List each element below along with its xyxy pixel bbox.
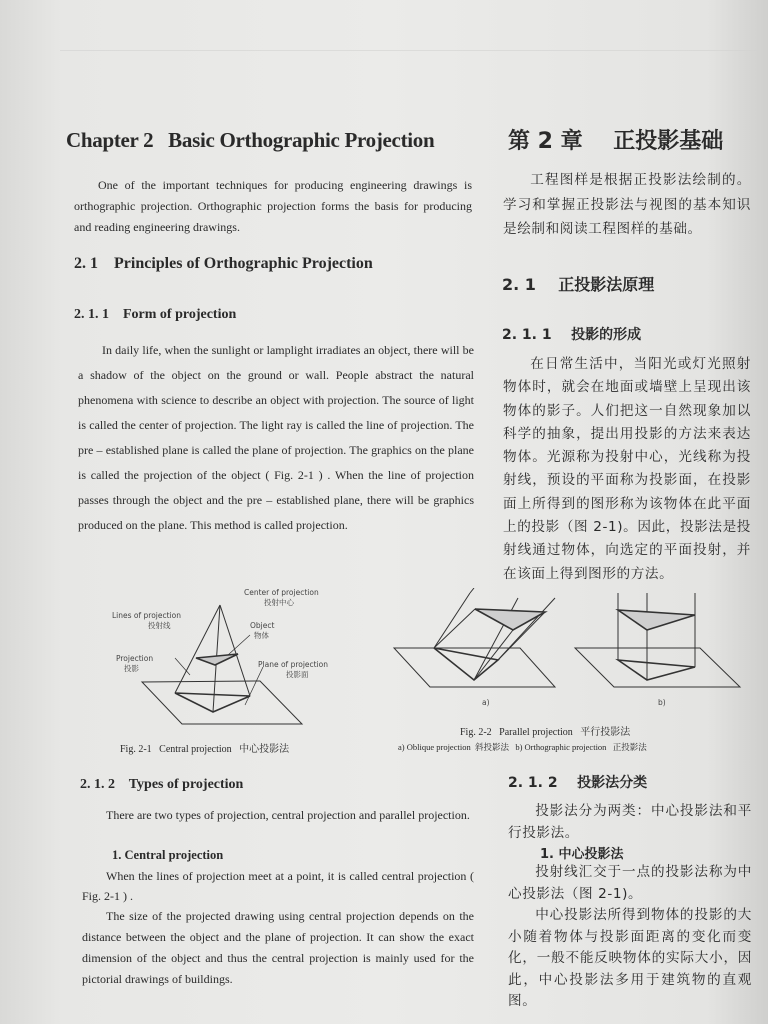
intro-paragraph-zh: 工程图样是根据正投影法绘制的。学习和掌握正投影法与视图的基本知识是绘制和阅读工程图样的基础。	[503, 172, 751, 237]
figure-2-1-caption: Fig. 2-1 Central projection 中心投影法	[120, 744, 290, 755]
plane-of-projection-label-zh: 投影面	[286, 670, 309, 679]
faint-running-header-rule	[60, 28, 760, 51]
section-2-1-2-heading-zh: 2. 1. 2 投影法分类	[508, 775, 648, 791]
projection-label-zh: 投影	[124, 664, 139, 673]
central-paragraph-1-zh: 投射线汇交于一点的投影法称为中心投影法（图 2-1)。	[508, 864, 752, 902]
center-of-projection-label: Center of projection	[244, 588, 319, 597]
chapter-title-zh: 第 2 章 正投影基础	[508, 129, 724, 154]
section-2-1-2-heading-en: 2. 1. 2 Types of projection	[80, 777, 244, 792]
projection-triangle	[175, 693, 250, 712]
object-label: Object	[250, 621, 275, 630]
plane-of-projection	[142, 681, 302, 724]
intro-paragraph-en: One of the important techniques for producing engineering drawings is orthographic projection. Orthographic projection forms the basis for producing and reading engineering drawings.	[74, 178, 472, 234]
label-b: b)	[658, 698, 666, 707]
figure-2-2-parallel-projection	[390, 588, 750, 713]
central-paragraph-2-zh: 中心投影法所得到物体的投影的大小随着物体与投影面距离的变化而变化，一般不能反映物体的实际大小，因此，中心投影法多用于建筑物的直观图。	[508, 907, 752, 1009]
lines-of-projection-label: Lines of projection	[112, 611, 181, 620]
center-of-projection-label-zh: 投射中心	[264, 598, 294, 607]
label-a: a)	[482, 698, 490, 707]
types-paragraph-zh: 投影法分为两类：中心投影法和平行投影法。	[508, 803, 752, 841]
section-2-1-heading-zh: 2. 1 正投影法原理	[502, 275, 655, 294]
form-of-projection-paragraph-en: In daily life, when the sunlight or lamplight irradiates an object, there will be a shadow of the object on the ground or wall. People abstract the natural phenomena with science to describe an object with projection. The source of light is called the center of projection. The light ray is called the line of projection. The pre – established plane is called the plane of projection. The graphics on the plane is called the projection of the object ( Fig. 2-1 ) . When the line of projection passes through the object and the pre – established plane, there will be graphics produced on the plane. This method is called projection.	[78, 343, 474, 532]
types-paragraph-en: There are two types of projection, central projection and parallel projection.	[106, 808, 470, 822]
section-2-1-1-heading-zh: 2. 1. 1 投影的形成	[502, 327, 642, 343]
central-projection-subheading-en: 1. Central projection	[112, 848, 224, 862]
form-of-projection-paragraph-zh: 在日常生活中，当阳光或灯光照射物体时，就会在地面或墙壁上呈现出该物体的影子。人们把这一自然现象加以科学的抽象，提出用投影的方法来表达物体。光源称为投射中心，光线称为投射线，预设的平面称为投影面，在投影面上所得到的图形称为该物体在此平面上的投影（图 2-1)。因此，投影法是投射线通过物体，向选定的平面投射，并在该面上得到图形的方法。	[503, 356, 751, 582]
figure-2-1-central-projection	[100, 585, 340, 735]
lines-of-projection-label-zh: 投射线	[148, 621, 171, 630]
central-paragraph-2-en: The size of the projected drawing using central projection depends on the distance between the object and the plane of projection. It can show the exact dimension of the object and thus the central projection is mainly used for the pictorial drawings of buildings.	[82, 909, 474, 986]
object-label-zh: 物体	[254, 631, 269, 640]
chapter-title-en: Chapter 2 Basic Orthographic Projection	[66, 128, 435, 152]
projection-label: Projection	[116, 654, 154, 663]
plane-of-projection-label: Plane of projection	[258, 660, 329, 669]
central-projection-subheading-zh: 1. 中心投影法	[540, 847, 624, 862]
figure-2-2-caption: Fig. 2-2 Parallel projection 平行投影法	[460, 727, 631, 738]
section-2-1-1-heading-en: 2. 1. 1 Form of projection	[74, 307, 237, 322]
oblique-projection-drawing	[394, 588, 555, 687]
figure-2-2-subcaption: a) Oblique projection 斜投影法 b) Orthographic projection 正投影法	[398, 742, 647, 752]
section-2-1-heading-en: 2. 1 Principles of Orthographic Projection	[74, 255, 373, 272]
central-paragraph-1-en: When the lines of projection meet at a point, it is called central projection ( Fig. 2-1 ) .	[82, 869, 474, 903]
object-triangle	[196, 654, 238, 665]
orthographic-projection-drawing	[575, 593, 740, 687]
